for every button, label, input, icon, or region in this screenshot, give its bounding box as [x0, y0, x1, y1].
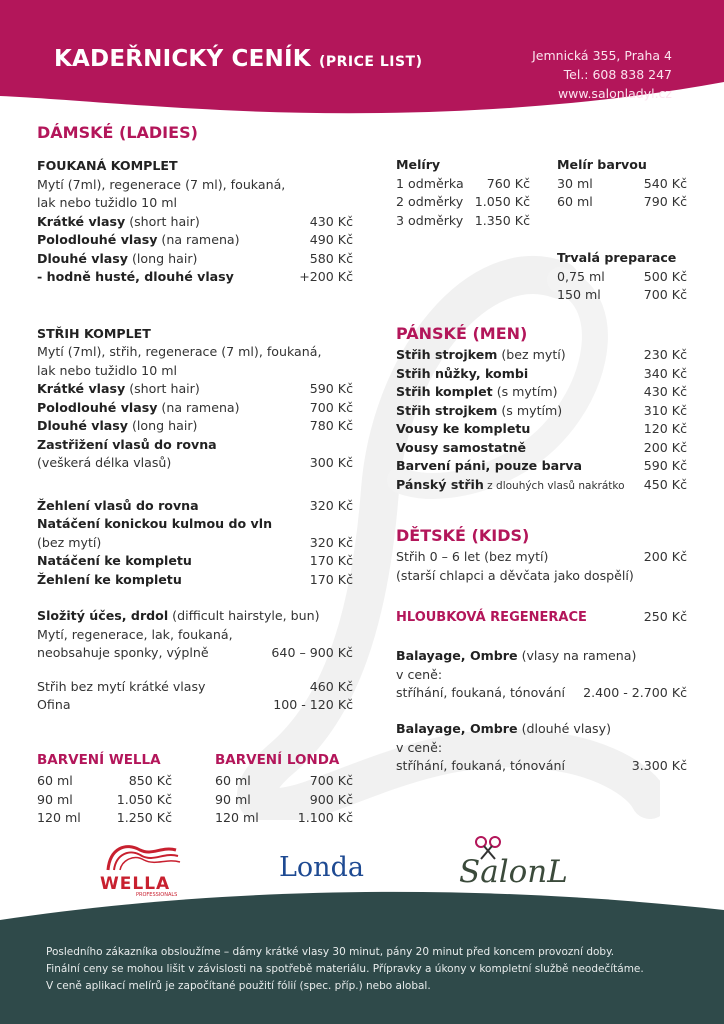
price-row: Pánský střih z dlouhých vlasů nakrátko 450 Kč	[396, 476, 687, 492]
meliry-title: Melíry	[396, 157, 441, 172]
price-row: neobsahuje sponky, výplně 640 – 900 Kč	[37, 645, 353, 660]
contact-info	[532, 46, 672, 103]
price-row: Dlouhé vlasy (long hair) 580 Kč	[37, 250, 353, 266]
price-row: Střih strojkem (bez mytí) 230 Kč	[396, 347, 687, 362]
londa-title: BARVENÍ LONDA	[215, 752, 340, 768]
footer-line: V ceně aplikací melírů je započítané použití fólií (spec. příp.) nebo alobal.	[46, 980, 431, 992]
meliry-block	[396, 156, 530, 230]
price-row: Polodlouhé vlasy (na ramena) 490 Kč	[37, 232, 353, 247]
strih-desc: lak nebo tužidlo 10 ml	[37, 362, 177, 378]
balayage-ramena	[396, 647, 687, 703]
kids-section	[396, 524, 687, 585]
balayage-label: Balayage, Ombre (vlasy na ramena)	[396, 648, 637, 663]
balayage-incl: v ceně:	[396, 739, 443, 755]
price-row: 2 odměrky 1.050 Kč	[396, 194, 530, 209]
price-row: Střih bez mytí krátké vlasy 460 Kč	[37, 678, 353, 694]
section-title-ladies: DÁMSKÉ (LADIES)	[37, 123, 198, 142]
strih-desc: Mytí (7ml), střih, regenerace (7 ml), foukaná,	[37, 344, 322, 359]
wella-logo	[96, 838, 186, 898]
balayage-dlouhe	[396, 720, 687, 776]
header-band	[0, 0, 724, 130]
slozity-desc: Mytí, regenerace, lak, foukaná,	[37, 626, 233, 642]
price-row: 0,75 ml 500 Kč	[557, 268, 687, 284]
price-row: 30 ml 540 Kč	[557, 175, 687, 191]
page-title: KADEŘNICKÝ CENÍK (PRICE LIST)	[54, 46, 423, 72]
wella-wave-icon	[96, 838, 186, 874]
price-row: 120 ml 1.250 Kč	[37, 810, 172, 825]
section-title-men: PÁNSKÉ (MEN)	[396, 324, 528, 343]
strih-title: STŘIH KOMPLET	[37, 325, 151, 341]
melir-barvou-title: Melír barvou	[557, 157, 647, 172]
price-row: 90 ml 900 Kč	[215, 791, 353, 807]
price-row: stříhání, foukaná, tónování 3.300 Kč	[396, 758, 687, 773]
price-row: stříhání, foukaná, tónování 2.400 - 2.700 Kč	[396, 685, 687, 700]
foukana-desc: lak nebo tužidlo 10 ml	[37, 195, 177, 210]
price-row: Vousy samostatně 200 Kč	[396, 439, 687, 455]
zastrizeni-label: Zastřižení vlasů do rovna	[37, 436, 217, 452]
trvala-block	[557, 249, 687, 305]
price-row: Střih komplet (s mytím) 430 Kč	[396, 384, 687, 399]
natoceni-label: Natáčení konickou kulmou do vln	[37, 516, 273, 531]
price-row: Žehlení ke kompletu 170 Kč	[37, 571, 353, 587]
footer-notes	[46, 944, 644, 995]
foukana-title: FOUKANÁ KOMPLET	[37, 158, 178, 173]
price-row: Krátké vlasy (short hair) 590 Kč	[37, 381, 353, 396]
kids-note: (starší chlapci a děvčata jako dospělí)	[396, 567, 634, 583]
wella-colouring	[37, 748, 172, 828]
price-row: (veškerá délka vlasů) 300 Kč	[37, 455, 353, 470]
price-row: Střih 0 – 6 let (bez mytí) 200 Kč	[396, 549, 687, 564]
wella-logo-text: WELLA	[100, 874, 171, 894]
price-row: 60 ml 700 Kč	[215, 773, 353, 788]
slozity-label: Složitý účes, drdol (difficult hairstyle, bun)	[37, 608, 320, 623]
salon-l-logo	[455, 832, 630, 902]
salon-logo-text: SalonL	[459, 854, 568, 890]
price-row: 60 ml 850 Kč	[37, 773, 172, 788]
price-row: Střih strojkem (s mytím) 310 Kč	[396, 402, 687, 418]
price-row: Krátké vlasy (short hair) 430 Kč	[37, 213, 353, 229]
price-row: Střih nůžky, kombi 340 Kč	[396, 365, 687, 381]
price-row: Natáčení ke kompletu 170 Kč	[37, 553, 353, 568]
regenerace-row	[396, 608, 687, 627]
price-row: Vousy ke kompletu 120 Kč	[396, 421, 687, 436]
foukana-desc: Mytí (7ml), regenerace (7 ml), foukaná,	[37, 176, 286, 192]
price-row: 1 odměrka 760 Kč	[396, 175, 530, 191]
trvala-title: Trvalá preparace	[557, 250, 677, 265]
londa-colouring	[215, 748, 353, 828]
price-row: HLOUBKOVÁ REGENERACE 250 Kč	[396, 609, 687, 625]
price-row: Polodlouhé vlasy (na ramena) 700 Kč	[37, 399, 353, 415]
wella-logo-sub: PROFESSIONALS	[136, 892, 178, 898]
price-row: 3 odměrky 1.350 Kč	[396, 212, 530, 228]
section-title-kids: DĚTSKÉ (KIDS)	[396, 526, 530, 545]
price-row: Žehlení vlasů do rovna 320 Kč	[37, 497, 353, 513]
balayage-incl: v ceně:	[396, 666, 443, 682]
website: www.salonladyl.cz	[557, 86, 672, 101]
price-row: Dlouhé vlasy (long hair) 780 Kč	[37, 418, 353, 433]
price-row: 150 ml 700 Kč	[557, 287, 687, 302]
price-row: 120 ml 1.100 Kč	[215, 810, 353, 825]
address: Jemnická 355, Praha 4	[532, 48, 672, 63]
ladies-section	[37, 121, 353, 715]
footer-line: Posledního zákazníka obsloužíme – dámy krátké vlasy 30 minut, pány 20 minut před koncem provozní doby.	[46, 946, 615, 958]
balayage-label: Balayage, Ombre (dlouhé vlasy)	[396, 721, 611, 736]
price-row: (bez mytí) 320 Kč	[37, 534, 353, 550]
melir-barvou-block	[557, 156, 687, 212]
footer-line: Finální ceny se mohou lišit v závislosti na spotřebě materiálu. Přípravky a úkony v kompletní službě neodečítáme.	[46, 963, 644, 975]
phone: Tel.: 608 838 247	[563, 67, 672, 82]
price-row: 90 ml 1.050 Kč	[37, 791, 172, 807]
price-row: Ofina 100 - 120 Kč	[37, 697, 353, 712]
price-row: - hodně husté, dlouhé vlasy +200 Kč	[37, 269, 353, 284]
price-row: 60 ml 790 Kč	[557, 194, 687, 209]
men-section	[396, 322, 687, 494]
wella-title: BARVENÍ WELLA	[37, 752, 161, 768]
londa-logo: Londa	[279, 852, 364, 883]
price-row: Barvení páni, pouze barva 590 Kč	[396, 458, 687, 473]
